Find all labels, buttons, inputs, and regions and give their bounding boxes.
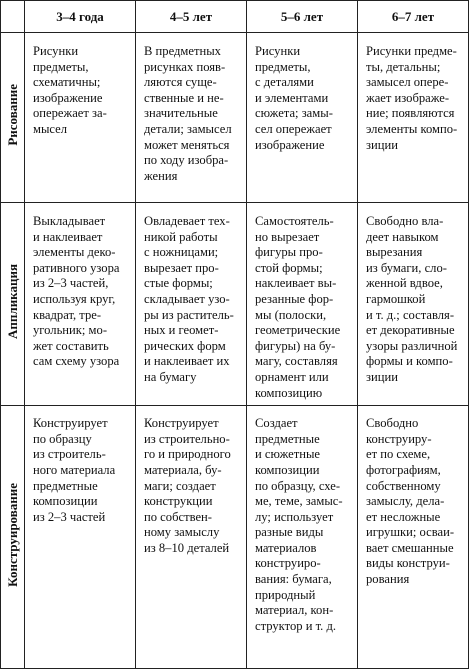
row-label-construction: [1, 406, 25, 669]
cell-text: Рисунки предметы, схематичны; изображение опережает за- мысел: [33, 44, 107, 136]
table-cell: [136, 406, 247, 669]
header-age-5-6: 5–6 лет: [247, 1, 358, 33]
header-age-6-7: 6–7 лет: [358, 1, 469, 33]
row-label-text: Аппликация: [4, 264, 20, 340]
table-cell: [25, 33, 136, 203]
table-cell: [25, 406, 136, 669]
cell-text: Свободно вла- деет навыком вырезания из бумаги, сло- женной вдвое, гармошкой и т. д.; составля- ет декоративные узоры различной формы и компо- зиции: [366, 214, 458, 384]
row-label-applique: [1, 203, 25, 406]
table-cell: [358, 203, 469, 406]
table-cell: [358, 33, 469, 203]
table-row: [1, 406, 469, 669]
row-label-text: Рисование: [4, 84, 20, 147]
table-cell: [136, 203, 247, 406]
table-row: [1, 203, 469, 406]
row-label-drawing: [1, 33, 25, 203]
header-row: [1, 1, 469, 33]
cell-text: В предметных рисунках появ- ляются суще- ственные и не- значительные детали; замысел может меняться по ходу изобра- жения: [144, 44, 232, 183]
cell-text: Овладевает тех- никой работы с ножницами; вырезает про- стые формы; складывает узо- ры из раститель- ных и геомет- рических форм и наклеивает их на бумагу: [144, 214, 234, 384]
row-label-text: Конструирование: [4, 482, 20, 587]
table-cell: [136, 33, 247, 203]
cell-text: Конструирует из строительно- го и природного материала, бу- маги; создает конструкции по собствен- ному замыслу из 8–10 деталей: [144, 416, 231, 555]
cell-text: Рисунки предметы, с деталями и элементами сюжета; замы- сел опережает изображение: [255, 44, 333, 152]
table-cell: [247, 406, 358, 669]
header-age-4-5: 4–5 лет: [136, 1, 247, 33]
cell-text: Выкладывает и наклеивает элементы деко- ративного узора из 2–3 частей, используя круг, квадрат, тре- угольник; мо- жет составить сам схему узора: [33, 214, 120, 369]
cell-text: Рисунки предме- ты, детальны; замысел опере- жает изображе- ние; появляются элементы компо- зиции: [366, 44, 458, 152]
header-age-3-4: 3–4 года: [25, 1, 136, 33]
cell-text: Создает предметные и сюжетные композиции по образцу, схе- ме, теме, замыс- лу; использует разные виды материалов конструиро- вания: бумага, природный материал, кон- структор и т. д.: [255, 416, 343, 633]
table-cell: [358, 406, 469, 669]
table-row: [1, 33, 469, 203]
cell-text: Самостоятель- но вырезает фигуры про- стой формы; наклеивает вы- резанные фор- мы (полоски, геометрические фигуры) на бу- магу, составляя орнамент или композицию: [255, 214, 341, 400]
cell-text: Свободно конструиру- ет по схеме, фотографиям, собственному замыслу, дела- ет несложные игрушки; осваи- вает смешанные виды конструи- рования: [366, 416, 455, 587]
table-cell: [25, 203, 136, 406]
cell-text: Конструирует по образцу из строитель- ного материала предметные композиции из 2–3 частей: [33, 416, 116, 524]
corner-cell: [1, 1, 25, 33]
table-cell: [247, 33, 358, 203]
table-cell: [247, 203, 358, 406]
